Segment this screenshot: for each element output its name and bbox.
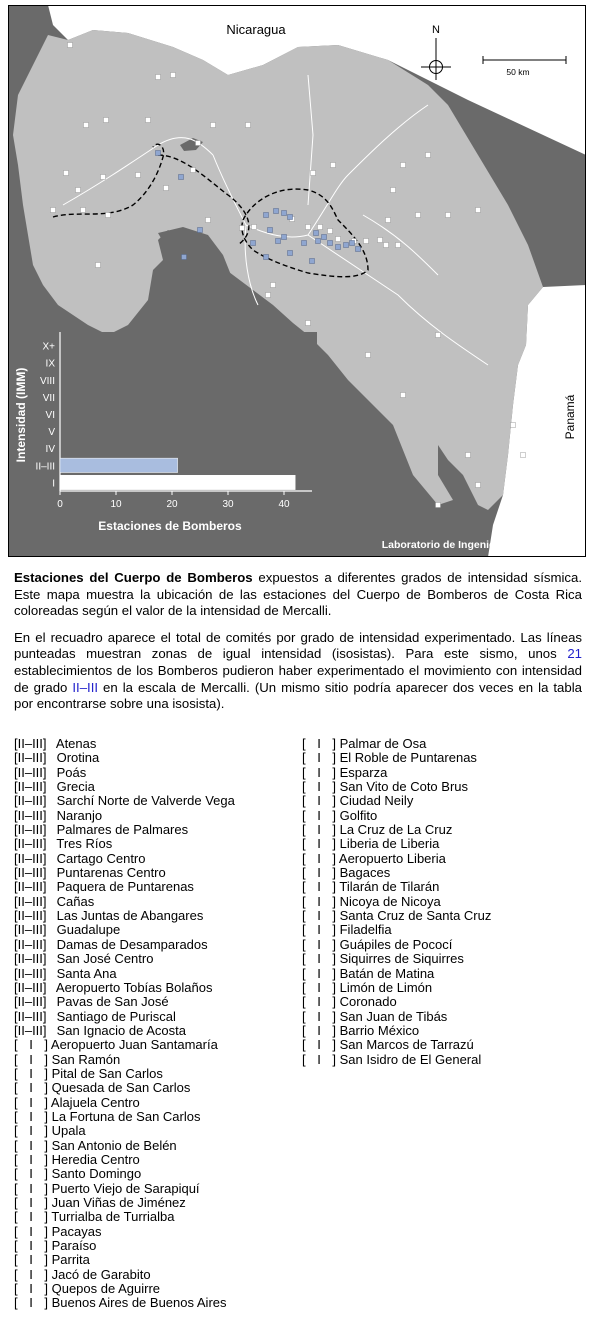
station-row <box>302 823 491 837</box>
station-name: Santo Domingo <box>48 1166 142 1182</box>
station-row <box>14 1196 235 1210</box>
station-name: Guadalupe <box>53 922 121 938</box>
station-grade: [ I ] <box>302 922 336 938</box>
station-grade: [II–III] <box>14 779 47 795</box>
station-name: Aeropuerto Juan Santamaría <box>48 1037 218 1053</box>
station-row <box>14 1210 235 1224</box>
x-axis-title: Estaciones de Bomberos <box>98 519 242 533</box>
station-row <box>302 766 491 780</box>
station-name: San Isidro de El General <box>336 1051 482 1067</box>
station-row <box>14 1153 235 1167</box>
station-grade: [ I ] <box>14 1295 48 1311</box>
station-row <box>14 981 235 995</box>
station-grade: [II–III] <box>14 865 47 881</box>
station-row <box>302 981 491 995</box>
station-grade: [ I ] <box>302 1037 336 1053</box>
station-name: Tilarán de Tilarán <box>336 879 440 895</box>
station-grade: [II–III] <box>14 807 47 823</box>
station-row <box>14 1139 235 1153</box>
station-grade: [ I ] <box>14 1123 48 1139</box>
station-row <box>14 1024 235 1038</box>
station-grade: [II–III] <box>14 1008 47 1024</box>
station-row <box>302 737 491 751</box>
station-list-right <box>302 737 491 1067</box>
station-row <box>302 1024 491 1038</box>
station-grade: [ I ] <box>302 865 336 881</box>
station-row <box>14 1182 235 1196</box>
station-grade: [ I ] <box>14 1195 48 1210</box>
station-name: Aeropuerto Liberia <box>336 850 446 866</box>
station-name: San José Centro <box>53 951 154 967</box>
station-grade: [ I ] <box>14 1281 48 1297</box>
station-grade: [ I ] <box>302 879 336 895</box>
station-name: Naranjo <box>53 807 103 823</box>
y-tick-label: II–III <box>35 461 55 473</box>
station-row <box>14 995 235 1009</box>
station-row <box>302 1010 491 1024</box>
station-name: Jacó de Garabito <box>48 1266 151 1282</box>
station-name: Barrio México <box>336 1022 420 1038</box>
station-name: Batán de Matina <box>336 965 435 981</box>
station-row <box>302 809 491 823</box>
station-name: Palmares de Palmares <box>53 822 189 838</box>
station-row <box>302 852 491 866</box>
station-name: Palmar de Osa <box>336 736 427 751</box>
station-grade: [II–III] <box>14 922 47 938</box>
station-grade: [ I ] <box>302 965 336 981</box>
station-grade: [II–III] <box>14 893 47 909</box>
station-row <box>14 766 235 780</box>
station-grade: [II–III] <box>14 793 47 809</box>
station-name: Pital de San Carlos <box>48 1065 163 1081</box>
station-name: Turrialba de Turrialba <box>48 1209 175 1225</box>
station-grade: [ I ] <box>302 979 336 995</box>
x-tick-label: 40 <box>278 499 290 510</box>
station-grade: [ I ] <box>302 750 336 766</box>
station-row <box>14 895 235 909</box>
intensity-map <box>8 5 586 557</box>
station-grade: [ I ] <box>302 736 336 751</box>
station-row <box>14 909 235 923</box>
station-row <box>14 751 235 765</box>
station-row <box>14 809 235 823</box>
station-row <box>14 1124 235 1138</box>
station-row <box>302 780 491 794</box>
y-tick-label: IV <box>45 444 55 456</box>
station-row <box>14 1096 235 1110</box>
station-name: La Fortuna de San Carlos <box>48 1108 201 1124</box>
station-name: Alajuela Centro <box>48 1094 140 1110</box>
station-row <box>302 967 491 981</box>
station-row <box>14 1268 235 1282</box>
station-grade: [ I ] <box>14 1151 48 1167</box>
station-row <box>14 780 235 794</box>
station-name: Upala <box>48 1123 86 1139</box>
station-name: El Roble de Puntarenas <box>336 750 477 766</box>
station-grade: [ I ] <box>302 936 336 952</box>
station-name: San Ignacio de Acosta <box>53 1022 186 1038</box>
station-name: Filadelfia <box>336 922 392 938</box>
y-tick-label: VII <box>42 392 55 404</box>
station-grade: [II–III] <box>14 879 47 895</box>
station-row <box>302 938 491 952</box>
station-name: Puerto Viejo de Sarapiquí <box>48 1180 200 1196</box>
station-row <box>14 1239 235 1253</box>
station-row <box>302 866 491 880</box>
station-name: Bagaces <box>336 865 391 881</box>
station-row <box>14 1282 235 1296</box>
station-row <box>302 751 491 765</box>
y-tick-label: I <box>52 478 55 490</box>
station-grade: [ I ] <box>302 1051 336 1067</box>
station-name: San Antonio de Belén <box>48 1137 177 1153</box>
station-name: Paquera de Puntarenas <box>53 879 194 895</box>
bar-I <box>60 475 295 489</box>
station-row <box>14 1225 235 1239</box>
station-name: Puntarenas Centro <box>53 865 166 881</box>
count-highlight: 21 <box>567 646 582 662</box>
station-grade: [ I ] <box>14 1266 48 1282</box>
station-grade: [II–III] <box>14 994 47 1010</box>
station-grade: [II–III] <box>14 936 47 952</box>
station-grade: [ I ] <box>14 1065 48 1081</box>
station-row <box>14 1038 235 1052</box>
station-name: Buenos Aires de Buenos Aires <box>48 1295 227 1311</box>
station-grade: [II–III] <box>14 979 47 995</box>
station-name: Nicoya de Nicoya <box>336 893 441 909</box>
station-name: Cartago Centro <box>53 850 146 866</box>
panama-label: Panamá <box>563 394 577 440</box>
station-row <box>14 837 235 851</box>
x-tick-label: 0 <box>57 499 63 510</box>
station-grade: [ I ] <box>302 908 336 924</box>
station-name: Quesada de San Carlos <box>48 1080 191 1096</box>
station-grade: [ I ] <box>302 779 336 795</box>
station-name: Atenas <box>53 736 97 751</box>
station-row <box>14 967 235 981</box>
station-row <box>302 909 491 923</box>
caption <box>14 570 582 723</box>
station-grade: [ I ] <box>302 1008 336 1024</box>
station-grade: [ I ] <box>14 1080 48 1096</box>
station-name: Sarchí Norte de Valverde Vega <box>53 793 235 809</box>
station-row <box>14 1167 235 1181</box>
caption-heading: Estaciones del Cuerpo de Bomberos <box>14 570 253 585</box>
station-grade: [II–III] <box>14 850 47 866</box>
station-grade: [ I ] <box>302 850 336 866</box>
station-name: San Ramón <box>48 1051 121 1067</box>
station-name: San Vito de Coto Brus <box>336 779 469 795</box>
station-grade: [ I ] <box>14 1238 48 1254</box>
station-row <box>14 852 235 866</box>
station-row <box>302 1053 491 1067</box>
station-row <box>14 866 235 880</box>
station-name: Aeropuerto Tobías Bolaños <box>53 979 213 995</box>
station-row <box>14 823 235 837</box>
map-credit: Laboratorio de Ingeniería Sísmica (UCR) <box>381 539 583 551</box>
station-grade: [ I ] <box>14 1180 48 1196</box>
station-grade: [ I ] <box>14 1166 48 1182</box>
station-name: Orotina <box>53 750 100 766</box>
station-name: Pavas de San José <box>53 994 169 1010</box>
station-name: Las Juntas de Abangares <box>53 908 204 924</box>
station-name: Juan Viñas de Jiménez <box>48 1195 186 1210</box>
y-tick-label: IX <box>45 358 55 370</box>
y-tick-label: VIII <box>39 375 55 387</box>
station-row <box>302 1038 491 1052</box>
station-row <box>14 1067 235 1081</box>
station-row <box>302 923 491 937</box>
station-name: Limón de Limón <box>336 979 433 995</box>
station-grade: [ I ] <box>302 807 336 823</box>
station-grade: [ I ] <box>14 1209 48 1225</box>
caption-paragraph-1 <box>14 570 582 620</box>
bar-II–III <box>60 458 178 472</box>
station-row <box>14 938 235 952</box>
station-grade: [ I ] <box>302 764 336 780</box>
station-name: Cañas <box>53 893 95 909</box>
caption-text-1: expuestos a diferentes grados de intensidad sísmica. Este mapa muestra la ubicación de las estaciones del Cuerpo de Bomberos de Costa Rica coloreadas según el valor de la intensidad de Mercalli. <box>14 570 582 619</box>
station-row <box>302 837 491 851</box>
station-grade: [ I ] <box>14 1037 48 1053</box>
station-row <box>302 952 491 966</box>
station-name: Ciudad Neily <box>336 793 414 809</box>
station-name: La Cruz de La Cruz <box>336 822 453 838</box>
station-grade: [ I ] <box>302 836 336 852</box>
station-grade: [ I ] <box>302 994 336 1010</box>
station-grade: [ I ] <box>302 822 336 838</box>
station-row <box>14 1296 235 1310</box>
station-grade: [ I ] <box>14 1252 48 1268</box>
station-grade: [ I ] <box>302 793 336 809</box>
station-name: Siquirres de Siquirres <box>336 951 464 967</box>
station-grade: [II–III] <box>14 908 47 924</box>
station-name: Parrita <box>48 1252 90 1268</box>
y-tick-label: X+ <box>42 341 55 353</box>
station-row <box>14 923 235 937</box>
station-name: Quepos de Aguirre <box>48 1281 161 1297</box>
station-name: San Marcos de Tarrazú <box>336 1037 474 1053</box>
station-row <box>302 895 491 909</box>
nicaragua-label: Nicaragua <box>226 22 286 37</box>
svg-text:50 km: 50 km <box>506 67 530 77</box>
intensity-bar-chart <box>12 332 317 552</box>
station-row <box>14 794 235 808</box>
station-grade: [ I ] <box>14 1094 48 1110</box>
grade-highlight: II–III <box>72 679 99 695</box>
y-tick-label: V <box>48 427 55 439</box>
station-grade: [ I ] <box>302 893 336 909</box>
station-name: Guápiles de Pococí <box>336 936 453 952</box>
station-name: Coronado <box>336 994 397 1010</box>
station-grade: [ I ] <box>302 1022 336 1038</box>
station-grade: [II–III] <box>14 965 47 981</box>
station-row <box>302 995 491 1009</box>
station-grade: [II–III] <box>14 736 47 751</box>
x-tick-label: 10 <box>110 499 122 510</box>
station-name: Santa Ana <box>53 965 117 981</box>
station-row <box>302 794 491 808</box>
station-name: Santa Cruz de Santa Cruz <box>336 908 492 924</box>
station-row <box>14 1010 235 1024</box>
station-grade: [ I ] <box>14 1137 48 1153</box>
station-list-left <box>14 737 235 1311</box>
station-name: Esparza <box>336 764 388 780</box>
station-grade: [ I ] <box>302 951 336 967</box>
station-name: Tres Ríos <box>53 836 113 852</box>
station-row <box>14 880 235 894</box>
caption-paragraph-2: En el recuadro aparece el total de comités por grado de intensidad experimentado. Las líneas punteadas muestran zonas de igual intensidad (isosistas). Para este sismo, unos 21 establecimientos de los Bomberos pudieron haber experimentado el movimiento con intensidad de grado II–III en la escala de Mercalli. (Un mismo sitio podría aparecer dos veces en la tabla por encontrarse sobre una isosista). <box>14 629 582 712</box>
station-name: Santiago de Puriscal <box>53 1008 176 1024</box>
x-tick-label: 20 <box>166 499 178 510</box>
station-grade: [II–III] <box>14 764 47 780</box>
station-row <box>302 880 491 894</box>
station-grade: [ I ] <box>14 1223 48 1239</box>
station-grade: [II–III] <box>14 750 47 766</box>
x-tick-label: 30 <box>222 499 234 510</box>
station-grade: [II–III] <box>14 822 47 838</box>
station-name: San Juan de Tibás <box>336 1008 448 1024</box>
station-row <box>14 1053 235 1067</box>
station-name: Grecia <box>53 779 95 795</box>
station-name: Paraíso <box>48 1238 97 1254</box>
station-grade: [II–III] <box>14 1022 47 1038</box>
station-name: Poás <box>53 764 87 780</box>
station-grade: [II–III] <box>14 836 47 852</box>
station-row <box>14 1253 235 1267</box>
station-row <box>14 1110 235 1124</box>
station-row <box>14 1081 235 1095</box>
y-tick-label: VI <box>45 410 55 421</box>
station-name: Damas de Desamparados <box>53 936 208 952</box>
station-name: Golfito <box>336 807 378 823</box>
station-row <box>14 737 235 751</box>
station-grade: [ I ] <box>14 1108 48 1124</box>
station-grade: [II–III] <box>14 951 47 967</box>
station-name: Pacayas <box>48 1223 102 1239</box>
station-name: Liberia de Liberia <box>336 836 440 852</box>
station-grade: [ I ] <box>14 1051 48 1067</box>
station-row <box>14 952 235 966</box>
y-axis-title: Intensidad (IMM) <box>14 367 28 463</box>
svg-text:N: N <box>432 24 440 36</box>
station-name: Heredia Centro <box>48 1151 140 1167</box>
